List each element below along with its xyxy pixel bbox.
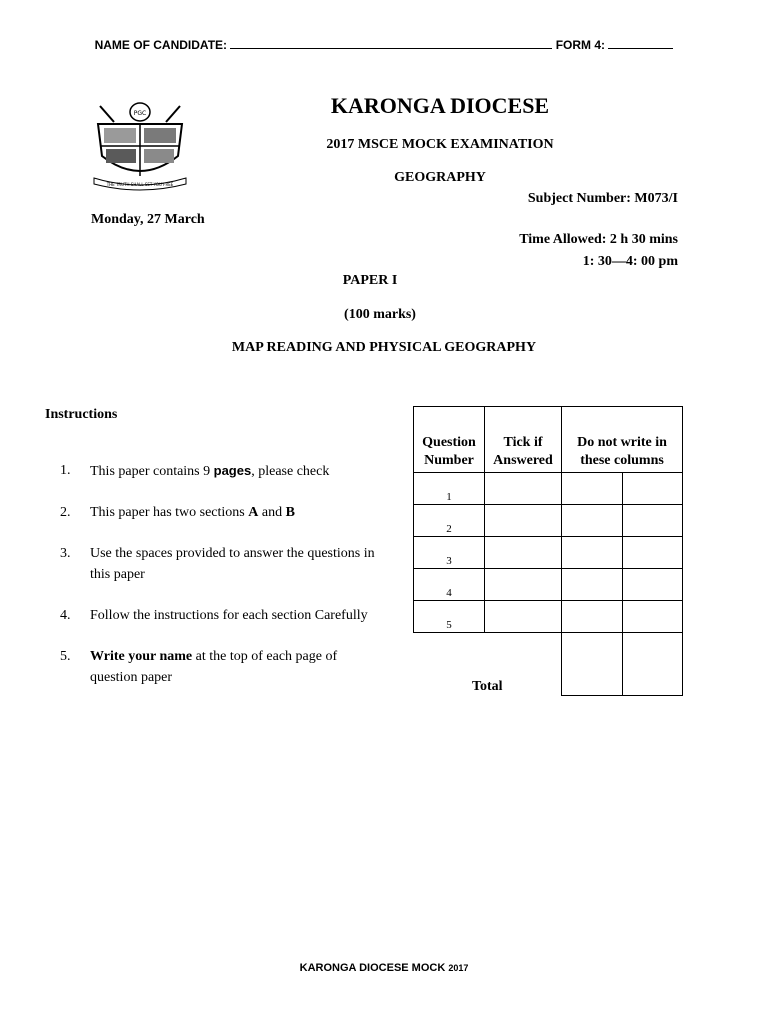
section-a-label: A: [248, 505, 259, 520]
name-label: NAME OF CANDIDATE:: [94, 38, 228, 52]
total-examiner-cell: [622, 633, 683, 696]
examiner-cell: [562, 601, 623, 633]
examiner-cell: [622, 537, 683, 569]
crest-top-text: PGC: [133, 110, 147, 117]
header-tick-if-answered: Tick if Answered: [485, 407, 562, 473]
total-row: [414, 633, 683, 696]
score-table-header-row: [414, 407, 683, 473]
footer-text: KARONGA DIOCESE MOCK: [299, 962, 446, 974]
table-row: [414, 473, 683, 505]
examiner-cell: [622, 601, 683, 633]
header-question-number: Question Number: [414, 407, 485, 473]
exam-date: Monday, 27 March: [91, 212, 205, 227]
examiner-cell: [562, 537, 623, 569]
name-blank[interactable]: [230, 37, 552, 49]
instruction-item: [60, 543, 380, 585]
instruction-text: This paper contains 9: [90, 464, 214, 479]
question-number-cell: 1: [414, 473, 485, 505]
instruction-text: Follow the instructions for each section Carefully: [90, 608, 368, 623]
tick-cell[interactable]: [485, 473, 562, 505]
instruction-item: [60, 605, 380, 626]
section-title: MAP READING AND PHYSICAL GEOGRAPHY: [231, 340, 537, 355]
time-allowed: Time Allowed: 2 h 30 mins: [519, 232, 678, 247]
subject-name: GEOGRAPHY: [394, 170, 486, 185]
time-range: 1: 30—4: 00 pm: [582, 254, 678, 269]
question-number-cell: 2: [414, 505, 485, 537]
form-blank[interactable]: [608, 37, 673, 49]
examiner-cell: [562, 473, 623, 505]
table-row: [414, 537, 683, 569]
table-row: [414, 505, 683, 537]
instruction-number: 2.: [60, 505, 71, 520]
section-b-label: B: [285, 505, 295, 520]
instruction-text: Use the spaces provided to answer the questions in this paper: [90, 546, 375, 582]
tick-cell[interactable]: [485, 537, 562, 569]
page-footer: [0, 962, 768, 974]
tick-cell[interactable]: [485, 569, 562, 601]
form-label: FORM 4:: [555, 38, 606, 52]
instruction-item: [60, 502, 380, 523]
instruction-text-end: , please check: [251, 464, 330, 479]
diocese-crest-logo: [92, 100, 188, 192]
examiner-cell: [562, 569, 623, 601]
examiner-cell: [622, 569, 683, 601]
table-row: [414, 569, 683, 601]
crest-motto: THE TRUTH SHALL SET YOU FREE: [106, 182, 174, 187]
instruction-number: 3.: [60, 546, 71, 561]
tick-cell[interactable]: [485, 601, 562, 633]
instruction-bold-text: pages: [213, 463, 252, 478]
instruction-text: This paper has two sections: [90, 505, 249, 520]
instruction-item: [60, 460, 380, 482]
instructions-heading: Instructions: [45, 407, 118, 422]
subject-number: Subject Number: M073/I: [527, 191, 678, 206]
total-examiner-cell: [562, 633, 623, 696]
score-table: [413, 406, 683, 696]
header-do-not-write: Do not write in these columns: [562, 407, 683, 473]
examiner-cell: [622, 473, 683, 505]
examiner-cell: [622, 505, 683, 537]
question-number-cell: 5: [414, 601, 485, 633]
total-label: Total: [471, 679, 503, 694]
total-marks: (100 marks): [344, 307, 416, 322]
candidate-info-line: [0, 37, 768, 52]
exam-title: 2017 MSCE MOCK EXAMINATION: [326, 137, 554, 152]
instruction-bold-text: Write your name: [90, 649, 193, 664]
tick-cell[interactable]: [485, 505, 562, 537]
instructions-list: [60, 460, 380, 708]
instruction-number: 1.: [60, 463, 71, 478]
question-number-cell: 3: [414, 537, 485, 569]
question-number-cell: 4: [414, 569, 485, 601]
instruction-text-end: at the top of each page of question paper: [90, 649, 338, 685]
table-row: [414, 601, 683, 633]
instruction-number: 5.: [60, 649, 71, 664]
instruction-number: 4.: [60, 608, 71, 623]
examiner-cell: [562, 505, 623, 537]
paper-number: PAPER I: [342, 273, 398, 288]
instruction-item: [60, 646, 380, 688]
footer-year: 2017: [448, 963, 469, 973]
instruction-text-mid: and: [258, 505, 286, 520]
page-title: KARONGA DIOCESE: [330, 93, 550, 118]
